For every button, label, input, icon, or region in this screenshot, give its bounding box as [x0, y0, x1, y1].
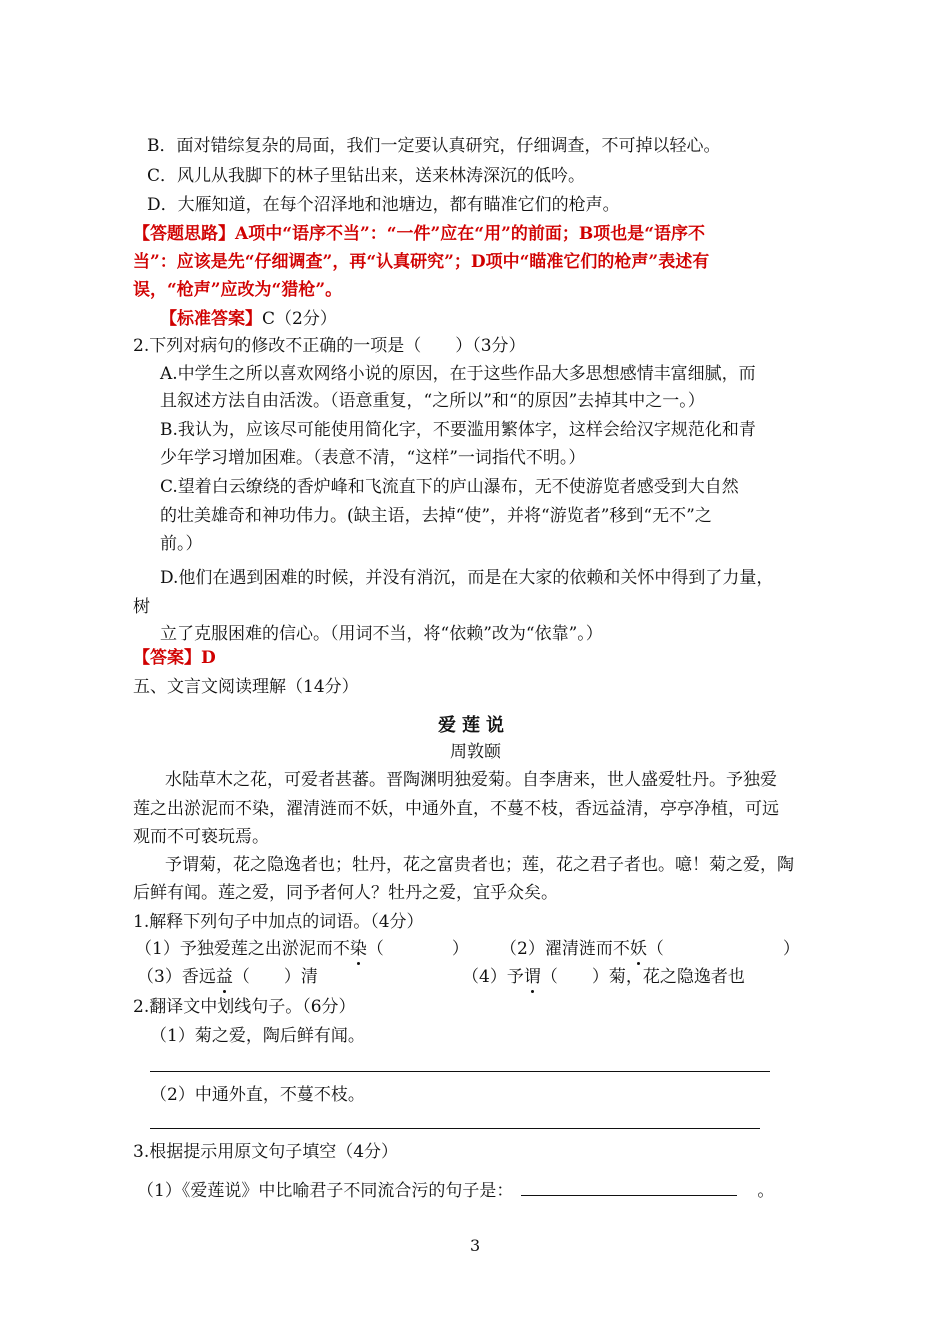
answer-line-1[interactable] — [150, 1071, 770, 1072]
q1-thinking-line-1 — [133, 222, 705, 246]
passage-p1-line-1: 水陆草木之花，可爱者甚蕃。晋陶渊明独爱菊。自李唐来，世人盛爱牡丹。予独爱 — [165, 770, 777, 790]
q1-option-c: C．风儿从我脚下的林子里钻出来，送来林涛深沉的低吟。 — [147, 166, 586, 186]
dotted-char: 谓 — [523, 967, 541, 987]
q2-option-a-2: 且叙述方法自由活泼。（语意重复，“之所以”和“的原因”去掉其中之一。） — [160, 391, 705, 411]
s5-q3-stem: 3.根据提示用原文句子填空（4分） — [133, 1142, 399, 1162]
q1-option-b: B．面对错综复杂的局面，我们一定要认真研究，仔细调查，不可掉以轻心。 — [147, 136, 721, 156]
q2-stem: 2.下列对病句的修改不正确的一项是（ ）（3分） — [133, 336, 526, 356]
s5-q2-item-2: （2）中通外直，不蔓不枝。 — [150, 1085, 365, 1105]
dotted-char: 妖 — [629, 939, 647, 959]
s5-q1-item-3: （3）香远益（ ）清 — [137, 967, 318, 987]
s5-q1-item-4: （4）予谓（ ）菊，花之隐逸者也 — [462, 967, 745, 987]
dotted-char: 染 — [349, 939, 367, 959]
q2-option-d-1: D.他们在遇到困难的时候，并没有消沉，而是在大家的依赖和关怀中得到了力量， — [160, 568, 774, 588]
q2-option-b-1: B.我认为，应该尽可能使用简化字，不要滥用繁体字，这样会给汉字规范化和青 — [160, 420, 756, 440]
passage-p1-line-3: 观而不可亵玩焉。 — [133, 827, 269, 847]
q2-option-b-2: 少年学习增加困难。（表意不清，“这样”一词指代不明。） — [160, 448, 586, 468]
q1-standard-answer — [160, 307, 337, 331]
q2-answer — [133, 646, 216, 670]
q2-option-d-3: 立了克服困难的信心。（用词不当，将“依赖”改为“依靠”。） — [160, 624, 603, 644]
s5-q1-item-2: （2）濯清涟而不妖（ ） — [500, 939, 800, 959]
q2-option-c-2: 的壮美雄奇和神功伟力。(缺主语，去掉“使”，并将“游览者”移到“无不”之 — [160, 506, 712, 526]
thinking-text-1: A项中“语序不当”：“一件”应在“用”的前面；B项也是“语序不 — [235, 224, 706, 244]
std-answer-label: 【标准答案】 — [160, 309, 262, 329]
q1-thinking-line-2: 当”：应该是先“仔细调查”，再“认真研究”；D项中“瞄准它们的枪声”表述有 — [133, 252, 710, 272]
s5-q3-item-1: （1）《爱莲说》中比喻君子不同流合污的句子是： 。 — [137, 1177, 774, 1203]
poem-author: 周敦颐 — [450, 742, 501, 762]
section5-heading: 五、文言文阅读理解（14分） — [133, 677, 359, 697]
q1-thinking-line-3: 误，“枪声”应改为“猎枪”。 — [133, 280, 343, 300]
fill-blank[interactable] — [521, 1177, 737, 1196]
poem-title: 爱莲说 — [438, 715, 510, 736]
passage-p2-line-1: 予谓菊，花之隐逸者也；牡丹，花之富贵者也；莲，花之君子者也。噫！菊之爱，陶 — [165, 855, 794, 875]
q1-option-d: D．大雁知道，在每个沼泽地和池塘边，都有瞄准它们的枪声。 — [147, 195, 620, 215]
q2-option-a-1: A.中学生之所以喜欢网络小说的原因，在于这些作品大多思想感情丰富细腻，而 — [160, 364, 756, 384]
page-number: 3 — [470, 1236, 481, 1255]
s5-q2-stem: 2.翻译文中划线句子。（6分） — [133, 997, 356, 1017]
q2-option-d-2: 树 — [133, 597, 150, 617]
q2-option-c-3: 前。） — [160, 534, 203, 554]
std-answer-value: C（2分） — [262, 309, 337, 329]
answer-value: D — [201, 648, 216, 668]
answer-line-2[interactable] — [150, 1128, 760, 1129]
answer-label: 【答案】 — [133, 648, 201, 668]
s5-q2-item-1: （1）菊之爱，陶后鲜有闻。 — [150, 1026, 365, 1046]
passage-p1-line-2: 莲之出淤泥而不染，濯清涟而不妖，中通外直，不蔓不枝，香远益清，亭亭净植，可远 — [133, 799, 779, 819]
s5-q1-stem: 1.解释下列句子中加点的词语。（4分） — [133, 912, 424, 932]
q2-option-c-1: C.望着白云缭绕的香炉峰和飞流直下的庐山瀑布，无不使游览者感受到大自然 — [160, 477, 739, 497]
s5-q1-item-1: （1）予独爱莲之出淤泥而不染（ ） — [135, 939, 469, 959]
passage-p2-line-2: 后鲜有闻。莲之爱，同予者何人？牡丹之爱，宜乎众矣。 — [133, 883, 558, 903]
dotted-char: 益 — [215, 967, 233, 987]
thinking-label: 【答题思路】 — [133, 224, 235, 244]
